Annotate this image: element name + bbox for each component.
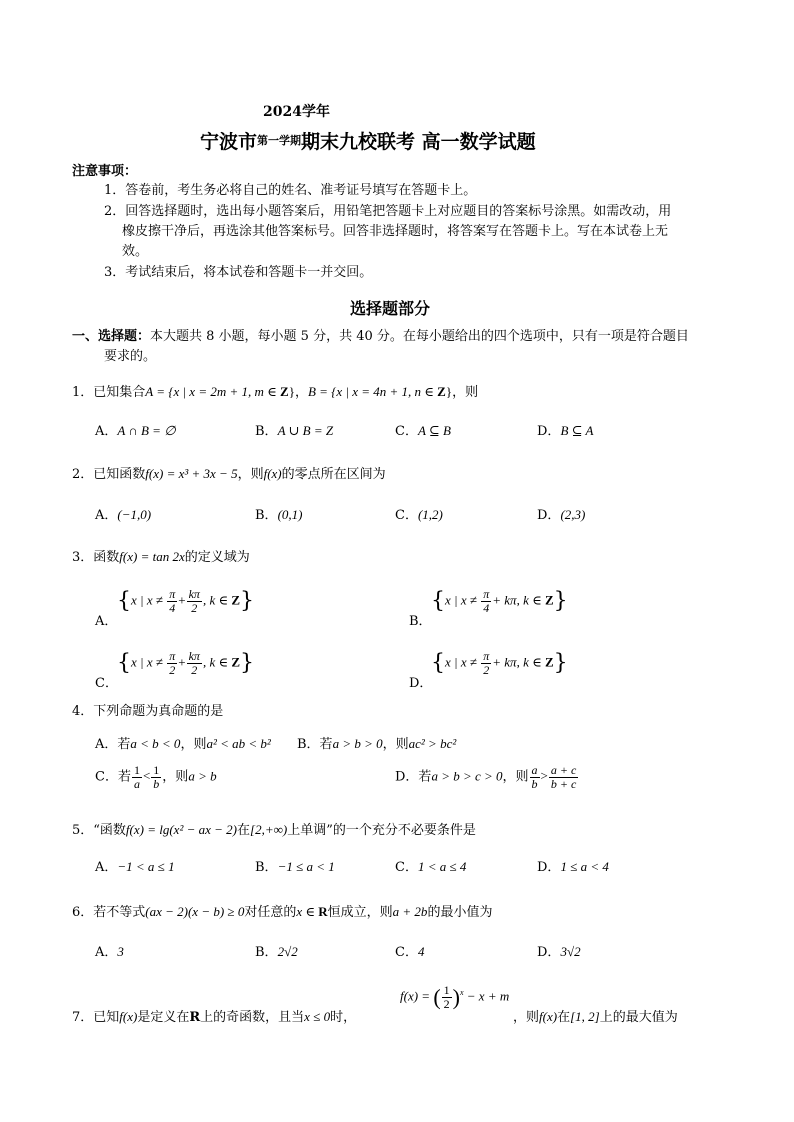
question-5: 5．“函数f(x) = lg(x² − ax − 2)在[2,+∞)上单调”的一个充分不必要条件是 xyxy=(72,822,476,838)
year-line: 2024学年 xyxy=(263,104,330,120)
question-4: 4．下列命题为真命题的是 xyxy=(72,704,224,719)
domain-expr: {x | x ≠ $\frac{\pi}{4}$ + $\frac{k\pi}{2}$ , k ∈ Z} xyxy=(117,587,255,615)
domain-expr: {x | x ≠ $\frac{\pi}{2}$ + $\frac{k\pi}{2}$ , k ∈ Z} xyxy=(117,649,255,677)
option-b: B． {x | x ≠ $\frac{\pi}{4}$ + kπ, k ∈ Z} xyxy=(409,587,568,629)
part-header xyxy=(72,329,689,345)
option-a: A．3 xyxy=(95,944,124,960)
option-a: A．若a < b < 0，则a² < ab < b² xyxy=(95,736,271,752)
part-desc-2: 要求的。 xyxy=(104,349,157,364)
option-d: D．1 ≤ a < 4 xyxy=(537,859,609,875)
option-c: C．(1,2) xyxy=(395,507,443,523)
option-d: D．B ⊆ A xyxy=(537,423,594,439)
option-b: B．A ∪ B = Z xyxy=(255,423,334,439)
question-1: 1．已知集合A = {x | x = 2m + 1, m ∈ Z}，B = {x | x = 4n + 1, n ∈ Z}，则 xyxy=(72,384,479,400)
function-def: f(x) = lg(x² − ax − 2) xyxy=(125,822,237,837)
part-desc: 本大题共 8 小题，每小题 5 分，共 40 分。在每小题给出的四个选项中，只有一项是符合题目 xyxy=(150,329,689,344)
question-3: 3．函数f(x) = tan 2x的定义域为 xyxy=(72,549,250,565)
option-c: C．若 $\frac{1}{a}$ < $\frac{1}{b}$ ，则a > b xyxy=(95,763,217,791)
note-item: 效。 xyxy=(122,244,149,259)
function-def: f(x) = x³ + 3x − 5 xyxy=(145,466,238,481)
note-item: 2．回答选择题时，选出每小题答案后，用铅笔把答题卡上对应题目的答案标号涂黑。如需改动，用 xyxy=(104,204,672,219)
option-d: D． {x | x ≠ $\frac{\pi}{2}$ + kπ, k ∈ Z} xyxy=(409,649,568,691)
option-a: A．A ∩ B = ∅ xyxy=(95,423,176,439)
title-city: 宁波市 xyxy=(200,131,258,153)
title-term: 第一学期 xyxy=(257,134,302,147)
piecewise-function: f(x) = ( $\frac{1}{2}$ )$^x$ − x + m xyxy=(400,983,510,1011)
option-b: B．−1 ≤ a < 1 xyxy=(255,859,335,875)
title-main: 期末九校联考 高一数学试题 xyxy=(301,131,536,153)
option-d: D．3√2 xyxy=(537,944,581,960)
notes-heading: 注意事项： xyxy=(72,164,138,179)
option-c: C．1 < a ≤ 4 xyxy=(395,859,467,875)
question-7: 7．已知f(x)是定义在R上的奇函数，且当x ≤ 0时， xyxy=(72,1009,357,1025)
option-c: C． {x | x ≠ $\frac{\pi}{2}$ + $\frac{k\pi}{2}$ , k ∈ Z} xyxy=(95,649,255,691)
part-label: 一、选择题： xyxy=(72,329,151,344)
domain-expr: {x | x ≠ $\frac{\pi}{2}$ + kπ, k ∈ Z} xyxy=(431,649,568,677)
note-item: 3．考试结束后，将本试卷和答题卡一并交回。 xyxy=(104,265,373,280)
option-d: D．若a > b > c > 0，则 $\frac{a}{b}$ > $\frac{a + c}{b + c}$ xyxy=(395,763,577,791)
set-a: A = {x | x = 2m + 1, m ∈ Z} xyxy=(145,384,295,399)
set-b: B = {x | x = 4n + 1, n ∈ Z} xyxy=(307,384,453,399)
question-2: 2．已知函数f(x) = x³ + 3x − 5，则f(x)的零点所在区间为 xyxy=(72,466,386,482)
option-b: B．2√2 xyxy=(255,944,298,960)
option-c: C．4 xyxy=(395,944,425,960)
note-item: 1．答卷前，考生务必将自己的姓名、准考证号填写在答题卡上。 xyxy=(104,183,477,198)
function-def: f(x) = tan 2x xyxy=(119,549,185,564)
question-6: 6．若不等式(ax − 2)(x − b) ≥ 0对任意的x ∈ R恒成立，则a + 2b的最小值为 xyxy=(72,904,493,920)
note-item: 橡皮擦干净后，再选涂其他答案标号。回答非选择题时，将答案写在答题卡上。写在本试卷上无 xyxy=(122,224,669,239)
question-7-tail: ，则f(x)在[1, 2]上的最大值为 xyxy=(513,1009,678,1025)
section-title: 选择题部分 xyxy=(350,299,431,318)
option-a: A． {x | x ≠ $\frac{\pi}{4}$ + $\frac{k\pi}{2}$ , k ∈ Z} xyxy=(95,587,255,629)
inequality: (ax − 2)(x − b) ≥ 0 xyxy=(145,904,245,919)
domain-expr: {x | x ≠ $\frac{\pi}{4}$ + kπ, k ∈ Z} xyxy=(431,587,568,615)
option-a: A．(−1,0) xyxy=(95,507,152,523)
option-b: B．若a > b > 0，则ac² > bc² xyxy=(297,736,457,752)
option-d: D．(2,3) xyxy=(537,507,586,523)
option-c: C．A ⊆ B xyxy=(395,423,451,439)
page-title xyxy=(200,127,536,154)
option-b: B．(0,1) xyxy=(255,507,303,523)
option-a: A．−1 < a ≤ 1 xyxy=(95,859,175,875)
